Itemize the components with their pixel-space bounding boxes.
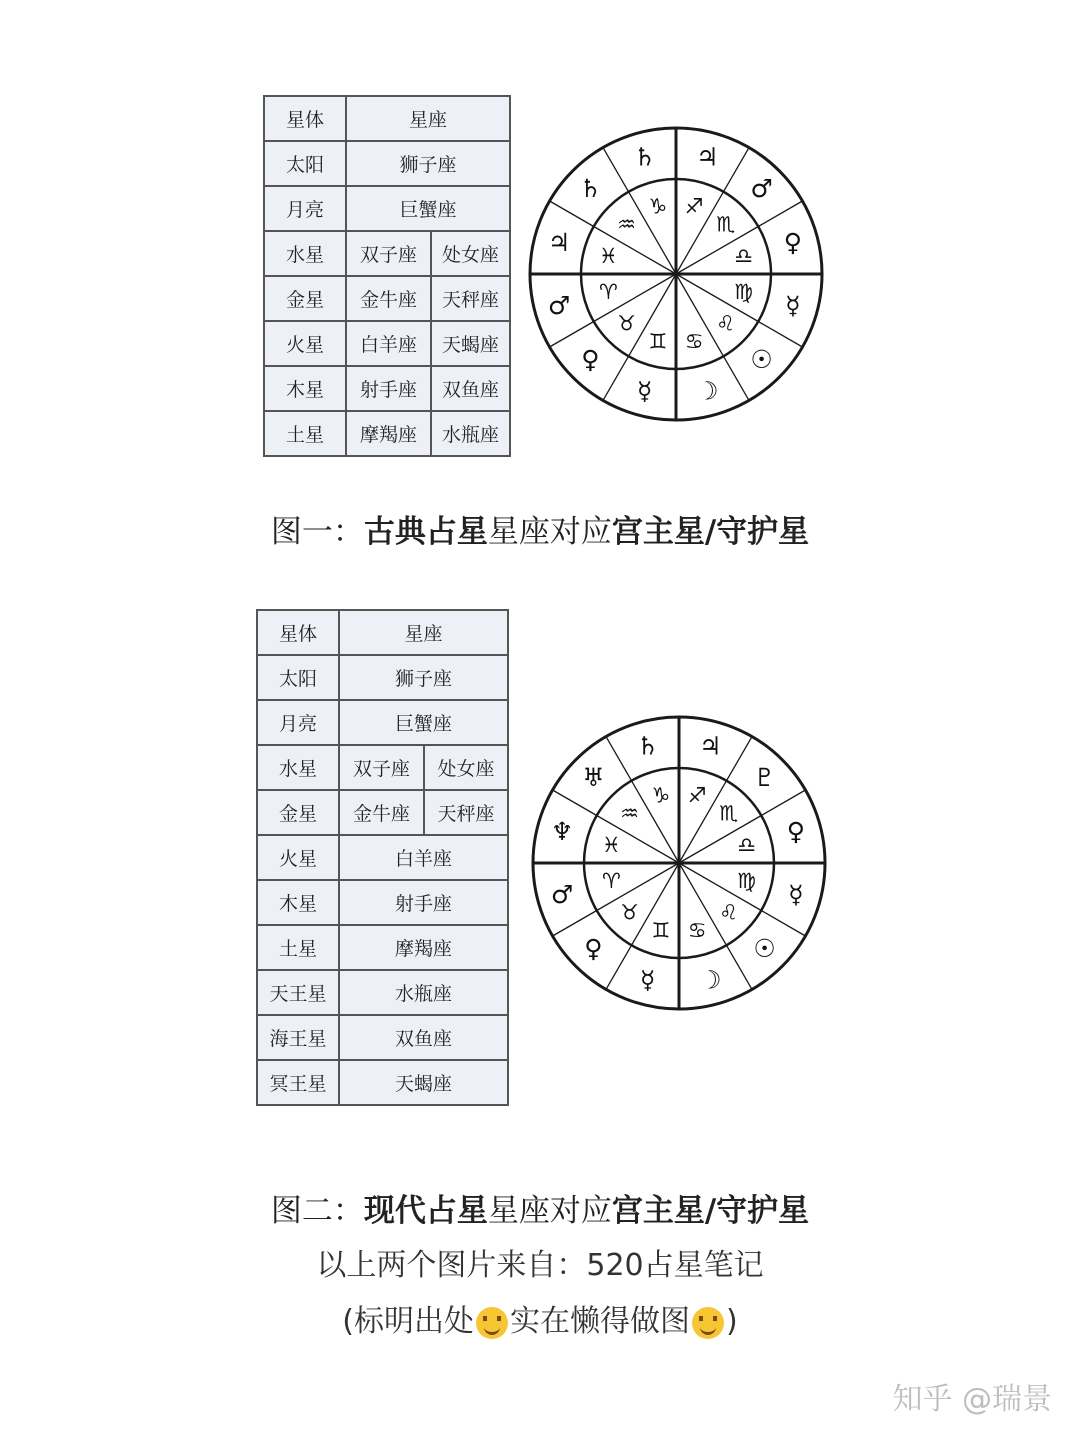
caption-bold-term: 宫主星/守护星 bbox=[611, 514, 810, 550]
zodiac-sign-glyph: ♏ bbox=[719, 801, 738, 826]
sign-cell: 天秤座 bbox=[431, 276, 510, 321]
planet-cell: 金星 bbox=[257, 790, 339, 835]
wheel-divider bbox=[606, 945, 632, 989]
planet-cell: 冥王星 bbox=[257, 1060, 339, 1105]
ruling-planet-glyph: ☿ bbox=[788, 879, 804, 909]
table-row bbox=[264, 141, 510, 186]
header-sign: 星座 bbox=[339, 610, 508, 655]
remark-open: (标明出处 bbox=[342, 1304, 474, 1339]
grimacing-emoji-icon bbox=[692, 1307, 724, 1339]
table-row bbox=[257, 1060, 508, 1105]
ruling-planet-glyph: ♀ bbox=[584, 934, 603, 964]
sign-cell: 双子座 bbox=[346, 231, 431, 276]
zodiac-sign-glyph: ♎ bbox=[734, 243, 754, 268]
remark-close: ) bbox=[726, 1304, 738, 1339]
ruling-planet-glyph: ☿ bbox=[637, 376, 653, 406]
ruling-planet-glyph: ♂ bbox=[550, 879, 574, 909]
table-row bbox=[257, 970, 508, 1015]
zodiac-sign-glyph: ♐ bbox=[684, 194, 704, 219]
classical-zodiac-wheel bbox=[527, 125, 825, 423]
zodiac-sign-glyph: ♏ bbox=[716, 212, 735, 237]
ruling-planet-glyph: ☿ bbox=[640, 965, 656, 995]
wheel-divider bbox=[727, 945, 753, 989]
caption-middle: 星座对应 bbox=[487, 514, 612, 550]
zodiac-sign-glyph: ♉ bbox=[620, 900, 639, 925]
zodiac-sign-glyph: ♈ bbox=[598, 280, 618, 305]
wheel-divider bbox=[758, 322, 802, 348]
ruling-planet-glyph: ♄ bbox=[636, 731, 659, 761]
wheel-divider bbox=[724, 148, 750, 192]
planet-cell: 木星 bbox=[264, 366, 346, 411]
planet-cell: 太阳 bbox=[264, 141, 346, 186]
zodiac-sign-glyph: ♋ bbox=[684, 329, 704, 354]
caption-bold-term: 宫主星/守护星 bbox=[611, 1193, 810, 1229]
zodiac-sign-glyph: ♍ bbox=[734, 280, 754, 305]
sign-cell: 狮子座 bbox=[346, 141, 510, 186]
sign-cell: 金牛座 bbox=[339, 790, 424, 835]
table-header-row bbox=[264, 96, 510, 141]
planet-cell: 火星 bbox=[257, 835, 339, 880]
zodiac-sign-glyph: ♓ bbox=[598, 243, 618, 268]
sign-cell: 双鱼座 bbox=[431, 366, 510, 411]
table-row bbox=[257, 700, 508, 745]
remark-line bbox=[0, 1296, 1080, 1340]
sign-cell: 狮子座 bbox=[339, 655, 508, 700]
wheel-divider bbox=[553, 911, 597, 937]
sign-cell: 水瓶座 bbox=[431, 411, 510, 456]
sign-cell: 双鱼座 bbox=[339, 1015, 508, 1060]
table-row bbox=[264, 186, 510, 231]
remark-middle: 实在懒得做图 bbox=[510, 1304, 690, 1339]
modern-zodiac-wheel bbox=[530, 714, 828, 1012]
ruling-planet-glyph: ♀ bbox=[786, 817, 806, 847]
planet-cell: 天王星 bbox=[257, 970, 339, 1015]
sign-cell: 射手座 bbox=[346, 366, 431, 411]
wheel-divider bbox=[603, 148, 629, 192]
sign-cell: 巨蟹座 bbox=[339, 700, 508, 745]
zodiac-sign-glyph: ♑ bbox=[651, 783, 671, 808]
zodiac-sign-glyph: ♍ bbox=[737, 869, 757, 894]
zodiac-sign-glyph: ♎ bbox=[737, 832, 757, 857]
wheel-divider bbox=[758, 201, 802, 227]
table-row bbox=[264, 411, 510, 456]
caption-prefix: 图二： bbox=[270, 1193, 364, 1229]
zodiac-sign-glyph: ♌ bbox=[716, 311, 735, 336]
ruling-planet-glyph: ☉ bbox=[753, 934, 776, 964]
zodiac-sign-glyph: ♐ bbox=[687, 783, 707, 808]
sign-cell: 天秤座 bbox=[424, 790, 508, 835]
table-row bbox=[257, 835, 508, 880]
ruling-planet-glyph: ♃ bbox=[699, 731, 722, 761]
zodiac-sign-glyph: ♈ bbox=[601, 869, 621, 894]
wheel-divider bbox=[761, 911, 805, 937]
zodiac-sign-glyph: ♊ bbox=[648, 329, 668, 354]
header-planet: 星体 bbox=[264, 96, 346, 141]
ruling-planet-glyph: ♆ bbox=[550, 817, 574, 847]
zodiac-sign-glyph: ♊ bbox=[651, 918, 671, 943]
table-row bbox=[264, 321, 510, 366]
figure1-caption bbox=[0, 506, 1080, 551]
table-row bbox=[257, 880, 508, 925]
ruling-planet-glyph: ☽ bbox=[699, 965, 722, 995]
wheel-divider bbox=[727, 737, 753, 781]
ruling-planet-glyph: ♀ bbox=[783, 228, 803, 258]
sign-cell: 处女座 bbox=[424, 745, 508, 790]
sign-cell: 金牛座 bbox=[346, 276, 431, 321]
ruling-planet-glyph: ♄ bbox=[579, 173, 602, 203]
ruling-planet-glyph: ♇ bbox=[753, 762, 776, 792]
source-note: 以上两个图片来自：520占星笔记 bbox=[316, 1248, 764, 1283]
table-row bbox=[257, 925, 508, 970]
wheel-divider bbox=[550, 322, 594, 348]
planet-cell: 海王星 bbox=[257, 1015, 339, 1060]
planet-cell: 月亮 bbox=[257, 700, 339, 745]
sign-cell: 双子座 bbox=[339, 745, 424, 790]
wheel-divider bbox=[761, 790, 805, 816]
zodiac-sign-glyph: ♑ bbox=[648, 194, 668, 219]
ruling-planet-glyph: ♄ bbox=[633, 142, 656, 172]
sign-cell: 摩羯座 bbox=[339, 925, 508, 970]
table-row bbox=[264, 276, 510, 321]
zodiac-sign-glyph: ♋ bbox=[687, 918, 707, 943]
ruling-planet-glyph: ♂ bbox=[750, 173, 773, 203]
header-sign: 星座 bbox=[346, 96, 510, 141]
table-header-row bbox=[257, 610, 508, 655]
sign-cell: 白羊座 bbox=[346, 321, 431, 366]
wheel-divider bbox=[603, 356, 629, 400]
sign-cell: 天蝎座 bbox=[339, 1060, 508, 1105]
wheel-divider bbox=[724, 356, 750, 400]
table-row bbox=[257, 745, 508, 790]
sign-cell: 摩羯座 bbox=[346, 411, 431, 456]
table-row bbox=[264, 366, 510, 411]
zodiac-sign-glyph: ♒ bbox=[620, 801, 639, 826]
wheel-divider bbox=[606, 737, 632, 781]
sign-cell: 处女座 bbox=[431, 231, 510, 276]
modern-rulership-table bbox=[256, 609, 509, 1106]
laughing-emoji-icon bbox=[476, 1307, 508, 1339]
ruling-planet-glyph: ♃ bbox=[547, 228, 571, 258]
planet-cell: 木星 bbox=[257, 880, 339, 925]
ruling-planet-glyph: ☿ bbox=[785, 290, 801, 320]
zodiac-sign-glyph: ♓ bbox=[601, 832, 621, 857]
planet-cell: 太阳 bbox=[257, 655, 339, 700]
sign-cell: 射手座 bbox=[339, 880, 508, 925]
planet-cell: 火星 bbox=[264, 321, 346, 366]
caption-bold-term: 古典占星 bbox=[363, 514, 488, 550]
table-row bbox=[257, 790, 508, 835]
figure2-caption bbox=[0, 1185, 1080, 1230]
ruling-planet-glyph: ☉ bbox=[750, 345, 773, 375]
sign-cell: 水瓶座 bbox=[339, 970, 508, 1015]
wheel-divider bbox=[553, 790, 597, 816]
zodiac-sign-glyph: ♒ bbox=[617, 212, 636, 237]
sign-cell: 白羊座 bbox=[339, 835, 508, 880]
caption-middle: 星座对应 bbox=[487, 1193, 612, 1229]
classical-rulership-table bbox=[263, 95, 511, 457]
wheel-divider bbox=[550, 201, 594, 227]
ruling-planet-glyph: ♂ bbox=[547, 290, 571, 320]
zhihu-watermark: 知乎 @瑞景 bbox=[892, 1382, 1052, 1417]
ruling-planet-glyph: ☽ bbox=[696, 376, 719, 406]
table-row bbox=[257, 655, 508, 700]
table-row bbox=[257, 1015, 508, 1060]
ruling-planet-glyph: ♀ bbox=[581, 345, 600, 375]
zodiac-sign-glyph: ♉ bbox=[617, 311, 636, 336]
table-row bbox=[264, 231, 510, 276]
header-planet: 星体 bbox=[257, 610, 339, 655]
caption-bold-term: 现代占星 bbox=[363, 1193, 488, 1229]
sign-cell: 天蝎座 bbox=[431, 321, 510, 366]
ruling-planet-glyph: ♅ bbox=[582, 762, 605, 792]
planet-cell: 月亮 bbox=[264, 186, 346, 231]
planet-cell: 金星 bbox=[264, 276, 346, 321]
zodiac-sign-glyph: ♌ bbox=[719, 900, 738, 925]
planet-cell: 水星 bbox=[257, 745, 339, 790]
sign-cell: 巨蟹座 bbox=[346, 186, 510, 231]
planet-cell: 土星 bbox=[257, 925, 339, 970]
ruling-planet-glyph: ♃ bbox=[696, 142, 719, 172]
planet-cell: 水星 bbox=[264, 231, 346, 276]
planet-cell: 土星 bbox=[264, 411, 346, 456]
caption-prefix: 图一： bbox=[270, 514, 364, 550]
